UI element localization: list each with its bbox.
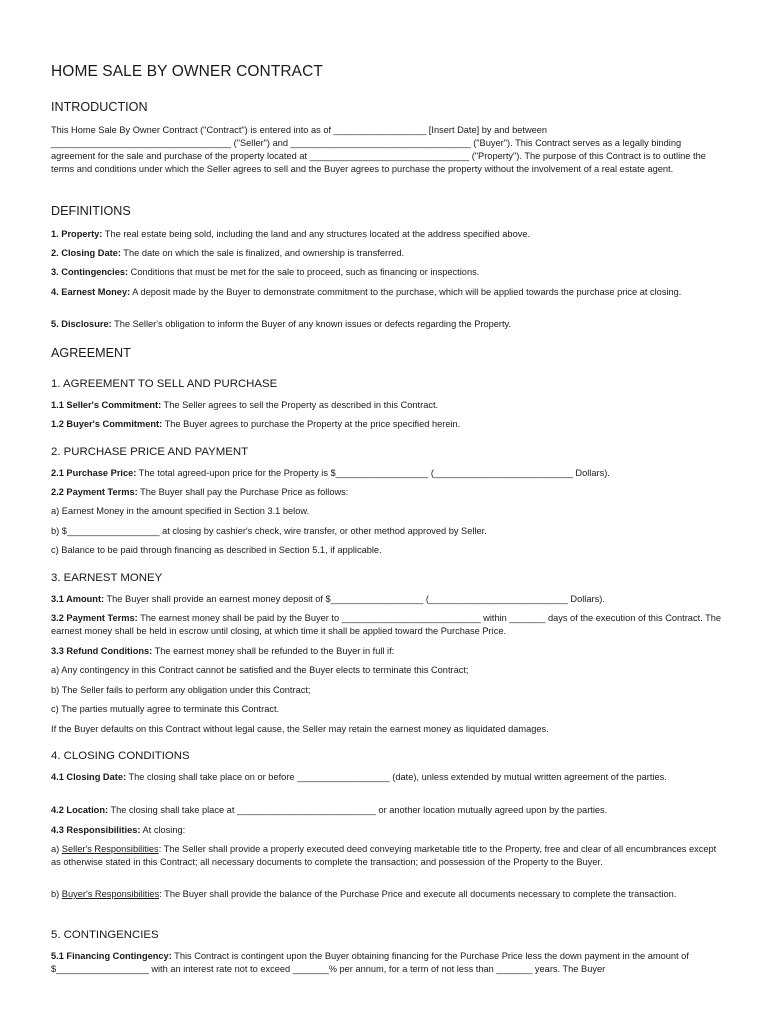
definition-item: 4. Earnest Money: A deposit made by the Buyer to demonstrate commitment to the purchase, which will be applied towards the purchase price at closing. bbox=[51, 287, 682, 297]
definition-item: 1. Property: The real estate being sold, including the land and any structures located at the address specified above. bbox=[51, 229, 531, 239]
definitions-heading: DEFINITIONS bbox=[51, 204, 131, 218]
clause-1-2: 1.2 Buyer's Commitment: The Buyer agrees to purchase the Property at the price specified herein. bbox=[51, 419, 461, 429]
clause-4-1: 4.1 Closing Date: The closing shall take place on or before __________________ (date), unless extended by mutual written agreement of the parties. bbox=[51, 772, 667, 782]
section-2-heading: 2. PURCHASE PRICE AND PAYMENT bbox=[51, 446, 249, 458]
section-4-heading: 4. CLOSING CONDITIONS bbox=[51, 750, 190, 762]
clause-2-2: 2.2 Payment Terms: The Buyer shall pay the Purchase Price as follows: bbox=[51, 487, 349, 497]
clause-3-note: If the Buyer defaults on this Contract without legal cause, the Seller may retain the earnest money as liquidated damages. bbox=[51, 724, 549, 734]
section-5-heading: 5. CONTINGENCIES bbox=[51, 929, 159, 941]
clause-2-2-a: a) Earnest Money in the amount specified in Section 3.1 below. bbox=[51, 506, 310, 516]
document-title: HOME SALE BY OWNER CONTRACT bbox=[51, 63, 323, 80]
clause-4-3-a: a) Seller's Responsibilities: The Seller shall provide a properly executed deed conveying marketable title to the Property, free and clear of all encumbrances except as otherwise stated in this Contract; all necessary documents to complete the transaction; and possession of the Property to the Buyer. bbox=[51, 844, 717, 867]
definition-item: 5. Disclosure: The Seller's obligation to inform the Buyer of any known issues or defects regarding the Property. bbox=[51, 319, 512, 329]
definition-item: 2. Closing Date: The date on which the sale is finalized, and ownership is transferred. bbox=[51, 248, 405, 258]
definition-term: 4. Earnest Money: bbox=[51, 287, 131, 297]
clause-1-1: 1.1 Seller's Commitment: The Seller agrees to sell the Property as described in this Contract. bbox=[51, 400, 439, 410]
clause-2-2-b: b) $__________________ at closing by cashier's check, wire transfer, or other method approved by Seller. bbox=[51, 526, 487, 536]
clause-3-3-b: b) The Seller fails to perform any obligation under this Contract; bbox=[51, 685, 311, 695]
clause-3-2: 3.2 Payment Terms: The earnest money shall be paid by the Buyer to ___________________________ within _______ days of the execution of this Contract. The earnest money shall be held in escrow until closing, at which time it shall be applied toward the Purchase Price. bbox=[51, 613, 722, 636]
section-1-heading: 1. AGREEMENT TO SELL AND PURCHASE bbox=[51, 378, 278, 390]
definition-term: 2. Closing Date: bbox=[51, 248, 121, 258]
definition-term: 5. Disclosure: bbox=[51, 319, 112, 329]
clause-3-3-c: c) The parties mutually agree to terminate this Contract. bbox=[51, 704, 280, 714]
section-3-heading: 3. EARNEST MONEY bbox=[51, 572, 163, 584]
definition-term: 1. Property: bbox=[51, 229, 103, 239]
clause-4-3: 4.3 Responsibilities: At closing: bbox=[51, 825, 186, 835]
clause-3-3-a: a) Any contingency in this Contract cannot be satisfied and the Buyer elects to terminate this Contract; bbox=[51, 665, 469, 675]
clause-3-3: 3.3 Refund Conditions: The earnest money shall be refunded to the Buyer in full if: bbox=[51, 646, 395, 656]
clause-4-2: 4.2 Location: The closing shall take place at ___________________________ or another location mutually agreed upon by the parties. bbox=[51, 805, 608, 815]
clause-2-1: 2.1 Purchase Price: The total agreed-upon price for the Property is $__________________ (___________________________ Dollars). bbox=[51, 468, 610, 478]
definition-term: 3. Contingencies: bbox=[51, 267, 129, 277]
clause-3-1: 3.1 Amount: The Buyer shall provide an earnest money deposit of $__________________ (___________________________ Dollars). bbox=[51, 594, 605, 604]
clause-2-2-c: c) Balance to be paid through financing as described in Section 5.1, if applicable. bbox=[51, 545, 382, 555]
agreement-heading: AGREEMENT bbox=[51, 346, 131, 360]
introduction-heading: INTRODUCTION bbox=[51, 100, 148, 114]
introduction-text: This Home Sale By Owner Contract ("Contract") is entered into as of __________________ [Insert Date] by and between ___________________________________ ("Seller") and ___________________________________ ("Buyer"). This Contract serves as a legally binding agreement for the sale and purchase of the property located at _______________________________ ("Property"). The purpose of this Contract is to outline the terms and conditions under which the Seller agrees to sell and the Buyer agrees to purchase the property without the involvement of a real estate agent. bbox=[51, 125, 706, 174]
clause-5-1: 5.1 Financing Contingency: This Contract is contingent upon the Buyer obtaining financing for the Purchase Price less the down payment in the amount of $__________________ with an interest rate not to exceed _______% per annum, for a term of not less than _______ years. The Buyer bbox=[51, 951, 689, 974]
clause-4-3-b: b) Buyer's Responsibilities: The Buyer shall provide the balance of the Purchase Price and execute all documents necessary to complete the transaction. bbox=[51, 889, 677, 899]
definition-item: 3. Contingencies: Conditions that must be met for the sale to proceed, such as financing or inspections. bbox=[51, 267, 480, 277]
